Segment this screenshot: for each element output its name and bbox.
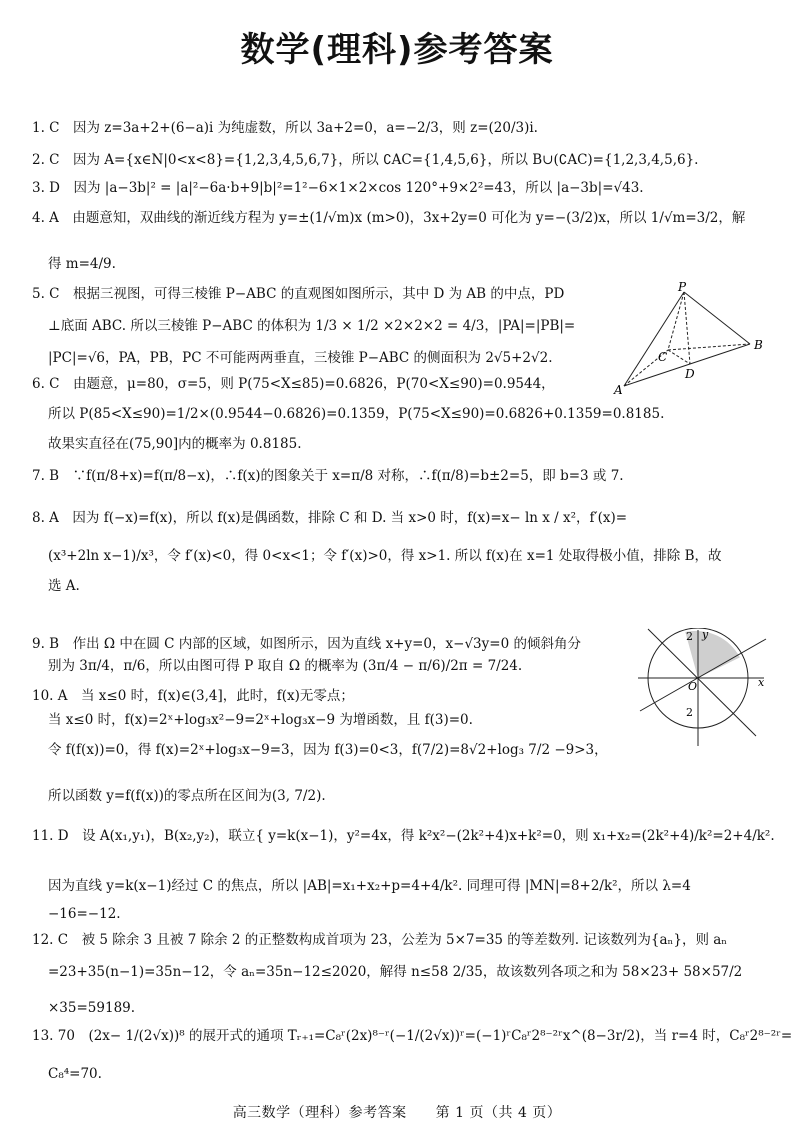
answer-line-q6c: 故果实直径在(75,90]内的概率为 0.8185.: [48, 436, 302, 452]
label-c: C: [658, 350, 668, 364]
answer-line-q13b: C₈⁴=70.: [48, 1066, 102, 1082]
label-o: O: [688, 680, 698, 693]
answer-line-q8c: 选 A.: [48, 578, 80, 594]
circle-region-figure: [638, 628, 774, 748]
page-footer: 高三数学（理科）参考答案 第 1 页（共 4 页）: [232, 1105, 562, 1121]
answer-line-q9b: 别为 3π/4，π/6，所以由图可得 P 取自 Ω 的概率为 (3π/4 − π/6)/2π = 7/24.: [48, 658, 523, 674]
answer-line-q6b: 所以 P(85<X≤90)=1/2×(0.9544−0.6826)=0.1359，P(75<X≤90)=0.6826+0.1359=0.8185.: [48, 406, 665, 422]
answer-line-q9a: 9. B 作出 Ω 中在圆 C 内部的区域，如图所示，因为直线 x+y=0，x−√3y=0 的倾斜角分: [32, 636, 581, 652]
answer-line-q11b: 因为直线 y=k(x−1)经过 C 的焦点，所以 |AB|=x₁+x₂+p=4+4/k². 同理可得 |MN|=8+2/k²，所以 λ=4: [48, 878, 691, 894]
answer-line-q2: 2. C 因为 A={x∈N|0<x<8}={1,2,3,4,5,6,7}，所以 ∁AC={1,4,5,6}，所以 B∪(∁AC)={1,2,3,4,5,6}.: [32, 152, 699, 168]
tetrahedron-figure: [612, 282, 772, 400]
answer-line-q10d: 所以函数 y=f(f(x))的零点所在区间为(3, 7/2).: [48, 788, 326, 804]
answer-line-q10c: 令 f(f(x))=0，得 f(x)=2ˣ+log₃x−9=3，因为 f(3)=0<3，f(7/2)=8√2+log₃ 7/2 −9>3，: [48, 742, 608, 758]
answer-line-q11c: −16=−12.: [48, 906, 121, 922]
label-x: x: [758, 676, 765, 689]
answer-line-q5b: ⊥底面 ABC. 所以三棱锥 P−ABC 的体积为 1/3 × 1/2 ×2×2×2 = 4/3，|PA|=|PB|=: [48, 318, 576, 334]
answer-line-q3: 3. D 因为 |a−3b|² = |a|²−6a·b+9|b|²=1²−6×1×2×cos 120°+9×2²=43，所以 |a−3b|=√43.: [32, 180, 644, 196]
label-p: P: [678, 282, 687, 294]
answer-line-q12c: ×35=59189.: [48, 1000, 136, 1016]
label-d: D: [685, 367, 695, 381]
answer-line-q8a: 8. A 因为 f(−x)=f(x)，所以 f(x)是偶函数，排除 C 和 D. 当 x>0 时，f(x)=x− ln x / x²，f′(x)=: [32, 510, 628, 526]
page-title: 数学(理科)参考答案: [240, 30, 554, 70]
answer-line-q4a: 4. A 由题意知，双曲线的渐近线方程为 y=±(1/√m)x (m>0)，3x+2y=0 可化为 y=−(3/2)x，所以 1/√m=3/2，解: [32, 210, 746, 226]
answer-line-q6a: 6. C 由题意，μ=80，σ=5，则 P(75<X≤85)=0.6826，P(70<X≤90)=0.9544，: [32, 376, 555, 392]
label-two-bottom: 2: [686, 706, 693, 719]
answer-line-q12b: =23+35(n−1)=35n−12，令 aₙ=35n−12≤2020，解得 n≤58 2/35，故该数列各项之和为 58×23+ 58×57/2: [48, 964, 743, 980]
answer-line-q5a: 5. C 根据三视图，可得三棱锥 P−ABC 的直观图如图所示，其中 D 为 AB 的中点，PD: [32, 286, 565, 302]
answer-line-q1: 1. C 因为 z=3a+2+(6−a)i 为纯虚数，所以 3a+2=0，a=−2/3，则 z=(20/3)i.: [32, 120, 538, 136]
label-y: y: [702, 628, 709, 641]
label-two-top: 2: [686, 630, 693, 643]
answer-line-q8b: (x³+2ln x−1)/x³，令 f′(x)<0，得 0<x<1；令 f′(x)>0，得 x>1. 所以 f(x)在 x=1 处取得极小值，排除 B，故: [48, 548, 722, 564]
answer-line-q13a: 13. 70 (2x− 1/(2√x))⁸ 的展开式的通项 Tᵣ₊₁=C₈ʳ(2x)⁸⁻ʳ(−1/(2√x))ʳ=(−1)ʳC₈ʳ2⁸⁻²ʳx^(8−3r/2)，当 r=4 时，C₈ʳ2⁸⁻²ʳ=: [32, 1028, 793, 1044]
answer-line-q10a: 10. A 当 x≤0 时，f(x)∈(3,4]，此时，f(x)无零点；: [32, 688, 354, 704]
answer-line-q7: 7. B ∵f(π/8+x)=f(π/8−x)，∴f(x)的图象关于 x=π/8 对称，∴f(π/8)=b±2=5，即 b=3 或 7.: [32, 468, 624, 484]
answer-line-q5c: |PC|=√6，PA，PB，PC 不可能两两垂直，三棱锥 P−ABC 的侧面积为 2√5+2√2.: [48, 350, 553, 366]
answer-line-q4b: 得 m=4/9.: [48, 256, 116, 272]
answer-line-q12a: 12. C 被 5 除余 3 且被 7 除余 2 的正整数构成首项为 23，公差为 5×7=35 的等差数列. 记该数列为{aₙ}，则 aₙ: [32, 932, 728, 948]
label-b: B: [754, 338, 763, 352]
label-a: A: [614, 383, 623, 397]
answer-line-q11a: 11. D 设 A(x₁,y₁)，B(x₂,y₂)，联立{ y=k(x−1)，y²=4x，得 k²x²−(2k²+4)x+k²=0，则 x₁+x₂=(2k²+4)/k²=2+4/k².: [32, 828, 775, 844]
answer-line-q10b: 当 x≤0 时，f(x)=2ˣ+log₃x²−9=2ˣ+log₃x−9 为增函数，且 f(3)=0.: [48, 712, 473, 728]
